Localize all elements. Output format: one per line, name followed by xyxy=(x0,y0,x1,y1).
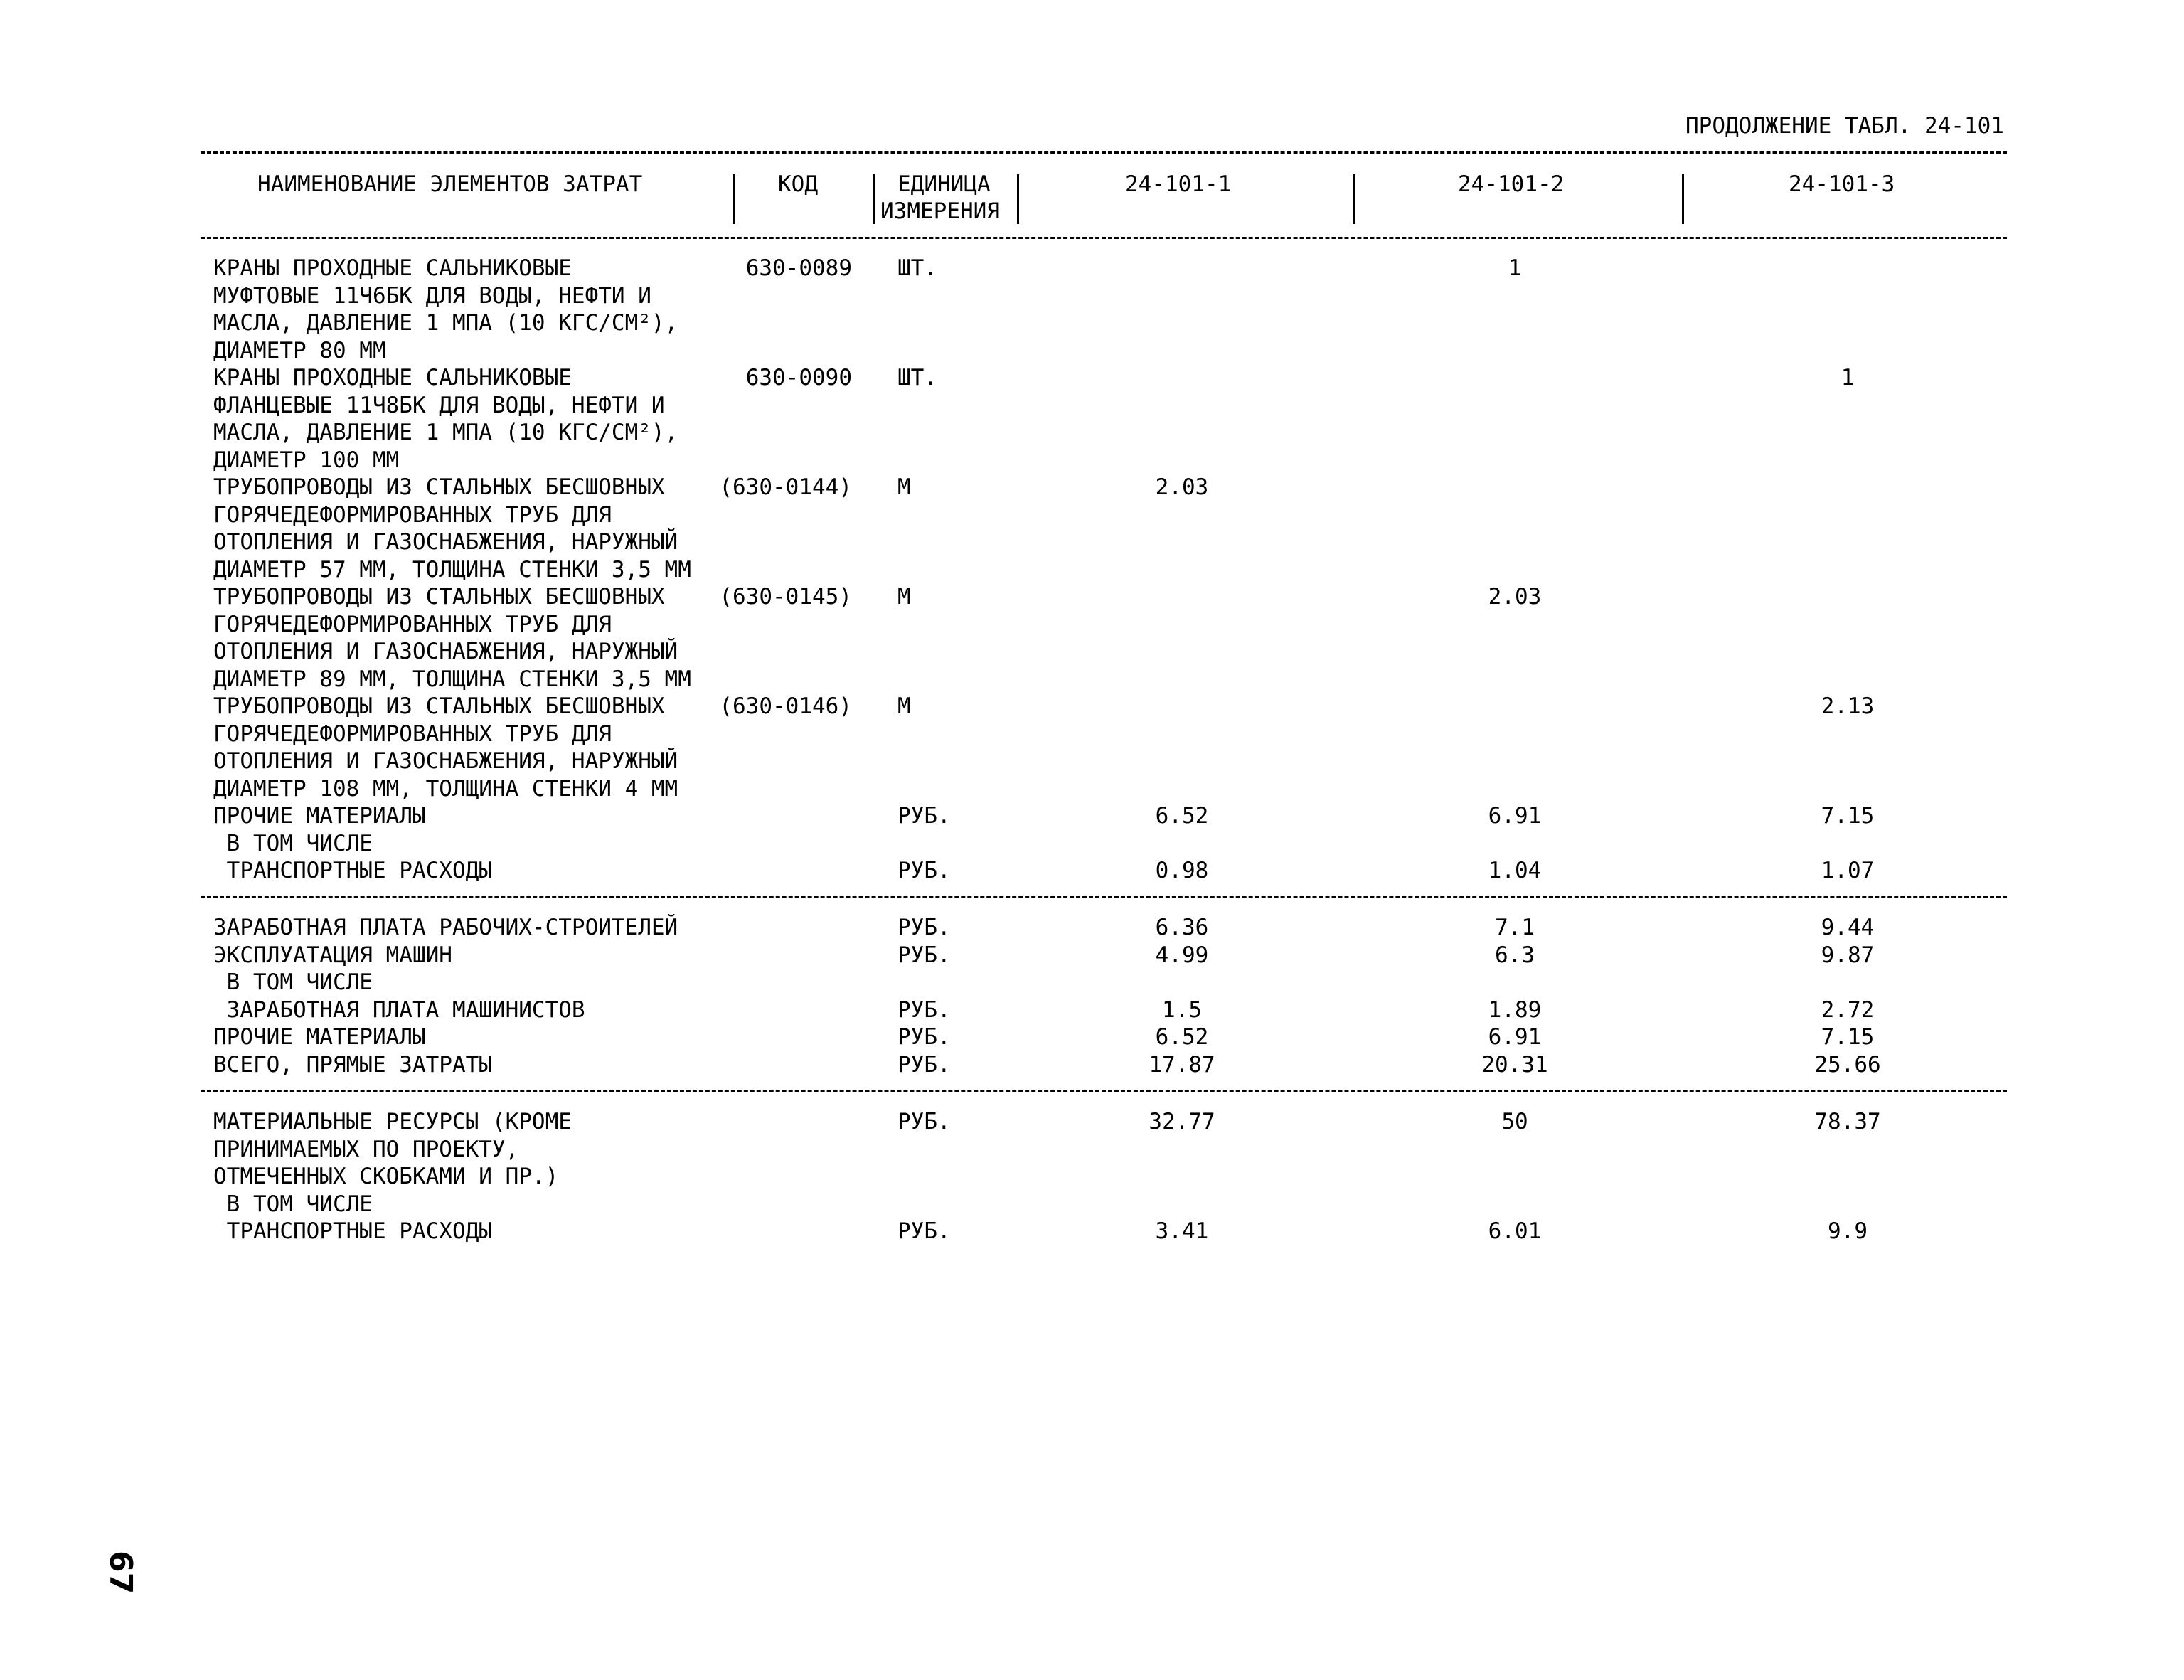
row-value-24-101-3: 1 xyxy=(1841,365,1855,390)
row-unit: РУБ. xyxy=(897,1109,951,1134)
row-value-24-101-3: 7.15 xyxy=(1821,803,1875,829)
row-unit: РУБ. xyxy=(897,1051,951,1078)
row-unit: РУБ. xyxy=(897,1218,951,1244)
row-name xyxy=(213,914,678,942)
header-divider xyxy=(733,174,735,224)
row-code: (630-0145) xyxy=(719,584,852,610)
header-name: НАИМЕНОВАНИЕ ЭЛЕМЕНТОВ ЗАТРАТ xyxy=(257,171,643,197)
row-code: (630-0146) xyxy=(719,693,852,719)
row-value-24-101-1: 6.52 xyxy=(1155,803,1209,829)
row-value-24-101-3: 9.9 xyxy=(1828,1218,1868,1244)
row-value-24-101-2: 1 xyxy=(1508,255,1522,281)
row-name-line: ОТОПЛЕНИЯ И ГАЗОСНАБЖЕНИЯ, НАРУЖНЫЙ xyxy=(213,529,678,555)
row-value-24-101-1: 32.77 xyxy=(1149,1109,1215,1134)
row-name-line: МУФТОВЫЕ 11Ч6БК ДЛЯ ВОДЫ, НЕФТИ И xyxy=(213,282,651,309)
row-unit: М xyxy=(897,693,911,719)
row-name-line: ПРИНИМАЕМЫХ ПО ПРОЕКТУ, xyxy=(213,1136,519,1162)
row-name xyxy=(213,969,373,996)
row-value-24-101-3: 25.66 xyxy=(1814,1051,1881,1078)
header-divider xyxy=(873,174,875,224)
row-value-24-101-1: 2.03 xyxy=(1155,474,1209,500)
header-col3: 24-101-3 xyxy=(1789,171,1895,197)
row-name-line: КРАНЫ ПРОХОДНЫЕ САЛЬНИКОВЫЕ xyxy=(213,365,572,390)
header-divider xyxy=(1017,174,1019,224)
row-name xyxy=(213,1024,426,1051)
row-name-line: ГОРЯЧЕДЕФОРМИРОВАННЫХ ТРУБ ДЛЯ xyxy=(213,721,612,747)
row-name xyxy=(213,1051,492,1079)
row-name xyxy=(213,583,691,693)
row-value-24-101-2: 1.89 xyxy=(1488,996,1542,1023)
row-value-24-101-1: 0.98 xyxy=(1155,858,1209,883)
row-value-24-101-3: 9.87 xyxy=(1821,942,1875,968)
row-name-line: ОТМЕЧЕННЫХ СКОБКАМИ И ПР.) xyxy=(213,1164,559,1189)
row-name-line: ОТОПЛЕНИЯ И ГАЗОСНАБЖЕНИЯ, НАРУЖНЫЙ xyxy=(213,639,678,664)
row-code: 630-0089 xyxy=(745,255,852,281)
row-name-line: МАСЛА, ДАВЛЕНИЕ 1 МПА (10 КГС/СМ²), xyxy=(213,420,678,445)
header-unit-1: ЕДИНИЦА xyxy=(897,171,991,197)
header-col2: 24-101-2 xyxy=(1458,171,1565,197)
row-name xyxy=(213,474,691,583)
row-name-line: ДИАМЕТР 57 ММ, ТОЛЩИНА СТЕНКИ 3,5 ММ xyxy=(213,556,691,583)
header-bottom-rule xyxy=(201,237,2007,239)
row-name-line: ДИАМЕТР 108 ММ, ТОЛЩИНА СТЕНКИ 4 ММ xyxy=(213,775,678,802)
row-code: 630-0090 xyxy=(745,365,852,390)
row-unit: РУБ. xyxy=(897,915,951,940)
row-name xyxy=(213,364,678,474)
row-name-line: ГОРЯЧЕДЕФОРМИРОВАННЫХ ТРУБ ДЛЯ xyxy=(213,611,612,637)
row-value-24-101-1: 4.99 xyxy=(1155,942,1209,968)
row-value-24-101-2: 2.03 xyxy=(1488,584,1542,610)
row-name xyxy=(213,1108,572,1191)
row-name xyxy=(213,1191,373,1218)
row-unit: РУБ. xyxy=(897,996,951,1023)
row-name-line: ФЛАНЦЕВЫЕ 11Ч8БК ДЛЯ ВОДЫ, НЕФТИ И xyxy=(213,392,665,418)
row-unit: М xyxy=(897,584,911,610)
row-value-24-101-3: 9.44 xyxy=(1821,915,1875,940)
row-unit: РУБ. xyxy=(897,803,951,829)
row-value-24-101-2: 6.91 xyxy=(1488,803,1542,829)
row-value-24-101-3: 2.13 xyxy=(1821,693,1875,719)
row-value-24-101-1: 1.5 xyxy=(1162,996,1202,1023)
row-name-line: ДИАМЕТР 100 ММ xyxy=(213,447,400,473)
row-unit: ШТ. xyxy=(897,365,937,390)
row-value-24-101-1: 6.52 xyxy=(1155,1024,1209,1050)
row-name xyxy=(213,255,678,364)
header-divider xyxy=(1353,174,1355,224)
header-code: КОД xyxy=(778,171,818,197)
row-value-24-101-1: 17.87 xyxy=(1149,1051,1215,1078)
row-name-line: В ТОМ ЧИСЛЕ xyxy=(213,969,373,995)
continuation-label: ПРОДОЛЖЕНИЕ ТАБЛ. 24-101 xyxy=(1685,113,2004,139)
row-value-24-101-3: 1.07 xyxy=(1821,858,1875,883)
row-value-24-101-1: 6.36 xyxy=(1155,915,1209,940)
row-value-24-101-2: 6.01 xyxy=(1488,1218,1542,1244)
row-unit: РУБ. xyxy=(897,858,951,883)
row-code: (630-0144) xyxy=(719,474,852,500)
row-name-line: ВСЕГО, ПРЯМЫЕ ЗАТРАТЫ xyxy=(213,1051,492,1078)
row-value-24-101-2: 7.1 xyxy=(1495,915,1535,940)
row-name-line: ТРУБОПРОВОДЫ ИЗ СТАЛЬНЫХ БЕСШОВНЫХ xyxy=(213,474,665,500)
row-name-line: ЗАРАБОТНАЯ ПЛАТА РАБОЧИХ-СТРОИТЕЛЕЙ xyxy=(213,915,678,940)
row-name xyxy=(213,942,452,969)
section-rule xyxy=(201,1090,2007,1092)
row-name-line: МАТЕРИАЛЬНЫЕ РЕСУРСЫ (КРОМЕ xyxy=(213,1109,572,1134)
row-name-line: ЭКСПЛУАТАЦИЯ МАШИН xyxy=(213,942,452,968)
row-name-line: ДИАМЕТР 89 ММ, ТОЛЩИНА СТЕНКИ 3,5 ММ xyxy=(213,666,691,692)
page-number: 67 xyxy=(102,1551,139,1595)
row-value-24-101-3: 78.37 xyxy=(1814,1109,1881,1134)
row-name-line: ДИАМЕТР 80 ММ xyxy=(213,337,386,363)
row-name-line: ТРАНСПОРТНЫЕ РАСХОДЫ xyxy=(213,1218,492,1244)
row-name-line: КРАНЫ ПРОХОДНЫЕ САЛЬНИКОВЫЕ xyxy=(213,255,572,281)
row-name-line: ОТОПЛЕНИЯ И ГАЗОСНАБЖЕНИЯ, НАРУЖНЫЙ xyxy=(213,748,678,774)
row-value-24-101-3: 7.15 xyxy=(1821,1024,1875,1050)
row-unit: РУБ. xyxy=(897,1024,951,1050)
row-name xyxy=(213,830,373,858)
row-name-line: В ТОМ ЧИСЛЕ xyxy=(213,1191,373,1217)
row-value-24-101-3: 2.72 xyxy=(1821,996,1875,1023)
row-unit: М xyxy=(897,474,911,500)
row-name-line: ТРУБОПРОВОДЫ ИЗ СТАЛЬНЫХ БЕСШОВНЫХ xyxy=(213,693,665,719)
row-name xyxy=(213,802,426,830)
section-rule xyxy=(201,896,2007,898)
row-unit: РУБ. xyxy=(897,942,951,968)
row-name-line: ПРОЧИЕ МАТЕРИАЛЫ xyxy=(213,1024,426,1050)
row-name-line: МАСЛА, ДАВЛЕНИЕ 1 МПА (10 КГС/СМ²), xyxy=(213,310,678,336)
row-value-24-101-2: 50 xyxy=(1501,1109,1528,1134)
header-unit-2: ИЗМЕРЕНИЯ xyxy=(880,198,1000,224)
row-name-line: ЗАРАБОТНАЯ ПЛАТА МАШИНИСТОВ xyxy=(213,996,585,1023)
row-value-24-101-2: 6.3 xyxy=(1495,942,1535,968)
row-name xyxy=(213,1218,492,1245)
row-name xyxy=(213,857,492,885)
row-name-line: ПРОЧИЕ МАТЕРИАЛЫ xyxy=(213,803,426,829)
row-name-line: ТРУБОПРОВОДЫ ИЗ СТАЛЬНЫХ БЕСШОВНЫХ xyxy=(213,584,665,610)
row-name-line: В ТОМ ЧИСЛЕ xyxy=(213,830,373,856)
row-value-24-101-2: 20.31 xyxy=(1481,1051,1548,1078)
row-value-24-101-2: 1.04 xyxy=(1488,858,1542,883)
row-name xyxy=(213,693,678,802)
header-divider xyxy=(1682,174,1684,224)
row-name-line: ТРАНСПОРТНЫЕ РАСХОДЫ xyxy=(213,858,492,883)
row-name-line: ГОРЯЧЕДЕФОРМИРОВАННЫХ ТРУБ ДЛЯ xyxy=(213,501,612,528)
header-col1: 24-101-1 xyxy=(1125,171,1232,197)
header-top-rule xyxy=(201,151,2007,154)
row-name xyxy=(213,996,585,1024)
row-unit: ШТ. xyxy=(897,255,937,281)
row-value-24-101-2: 6.91 xyxy=(1488,1024,1542,1050)
row-value-24-101-1: 3.41 xyxy=(1155,1218,1209,1244)
